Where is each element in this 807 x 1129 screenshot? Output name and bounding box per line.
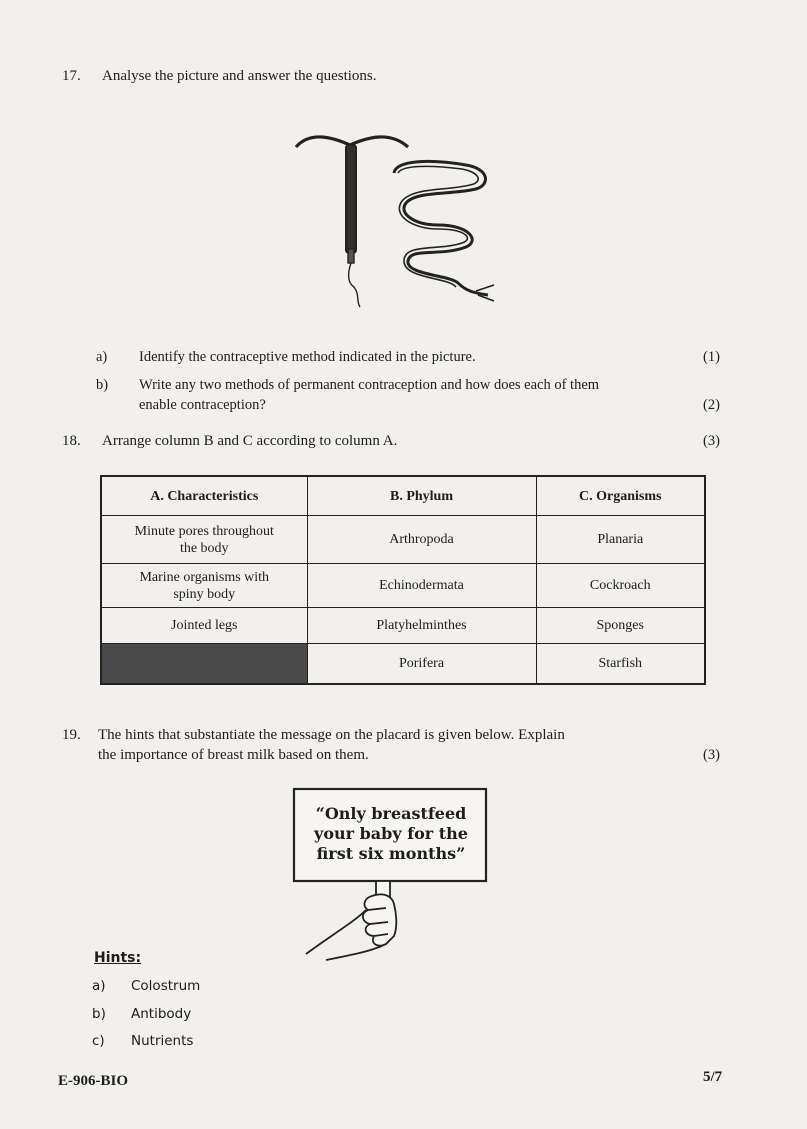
cell-phylum: Arthropoda [307, 516, 536, 564]
cell-phylum: Platyhelminthes [307, 608, 536, 644]
page-number: 5/7 [703, 1069, 723, 1085]
cell-phylum: Porifera [307, 644, 536, 684]
header-organisms: C. Organisms [536, 476, 705, 516]
q17-b-text-line2: enable contraception? [139, 397, 266, 413]
cell-characteristic: Jointed legs [101, 608, 307, 644]
hint-label: a) [92, 978, 106, 994]
header-phylum: B. Phylum [307, 476, 536, 516]
hints-title: Hints: [94, 950, 142, 966]
q19-number: 19. [62, 727, 81, 743]
placard-line2: your baby for the [314, 824, 468, 843]
lippes-loop-device [394, 161, 494, 301]
q17-b-text-line1: Write any two methods of permanent contraception and how does each of them [139, 377, 600, 393]
cell-organism: Cockroach [536, 564, 705, 608]
placard-line3: first six months” [316, 844, 466, 863]
copper-t-device [296, 137, 408, 307]
table-row [101, 516, 705, 564]
hint-text: Nutrients [131, 1033, 194, 1049]
q19-text-line1: The hints that substantiate the message on the placard is given below. Explain [98, 727, 565, 743]
q19-marks: (3) [703, 747, 720, 763]
q17-text: Analyse the picture and answer the questions. [102, 68, 377, 84]
q17-b-marks: (2) [703, 397, 720, 413]
cell-phylum: Echinodermata [307, 564, 536, 608]
cell-characteristic-shaded [101, 644, 307, 684]
cell-characteristic: Marine organisms with spiny body [101, 564, 307, 608]
hint-label: c) [92, 1033, 105, 1049]
iud-illustration [290, 125, 500, 315]
cell-organism: Starfish [536, 644, 705, 684]
q17-a-label: a) [96, 349, 108, 365]
q18-marks: (3) [703, 433, 720, 449]
q17-a-text: Identify the contraceptive method indicated in the picture. [139, 349, 476, 365]
matching-table [100, 475, 706, 685]
q18-number: 18. [62, 433, 81, 449]
q17-a-marks: (1) [703, 349, 720, 365]
hint-text: Antibody [131, 1006, 192, 1022]
cell-organism: Sponges [536, 608, 705, 644]
table-row [101, 608, 705, 644]
placard-message [296, 792, 486, 876]
q17-number: 17. [62, 68, 81, 84]
table-header-row [101, 476, 705, 516]
exam-code: E-906-BIO [58, 1073, 129, 1089]
q18-text: Arrange column B and C according to column A. [102, 433, 398, 449]
q19-text-line2: the importance of breast milk based on them. [98, 747, 369, 763]
table-row [101, 644, 705, 684]
hint-text: Colostrum [131, 978, 201, 994]
hand-icon [306, 894, 396, 960]
placard-line1: “Only breastfeed [315, 804, 467, 823]
cell-organism: Planaria [536, 516, 705, 564]
cell-characteristic: Minute pores throughout the body [101, 516, 307, 564]
hint-label: b) [92, 1006, 106, 1022]
header-characteristics: A. Characteristics [101, 476, 307, 516]
table-row [101, 564, 705, 608]
q17-b-label: b) [96, 377, 109, 393]
